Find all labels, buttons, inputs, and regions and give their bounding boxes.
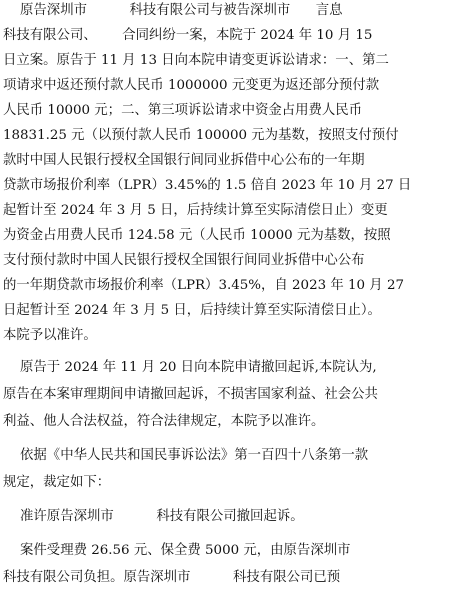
ruling-text-line: 科技有限公司、 合同纠纷一案，本院于 2024 年 10 月 15 (3, 28, 373, 43)
ruling-text-line: 为资金占用费人民币 124.58 元（人民币 10000 元为基数，按照 (3, 228, 391, 243)
ruling-text-line: 本院予以准许。 (3, 328, 97, 343)
ruling-text-line: 准许原告深圳市 科技有限公司撤回起诉。 (3, 509, 304, 524)
ruling-text-line: 款时中国人民银行授权全国银行间同业拆借中心公布的一年期 (3, 153, 365, 168)
ruling-text-line: 原告深圳市 科技有限公司与被告深圳市 言息 (3, 3, 343, 18)
ruling-text-line: 原告于 2024 年 11 月 20 日向本院申请撤回起诉,本院认为, (3, 360, 377, 375)
ruling-text-line: 依据《中华人民共和国民事诉讼法》第一百四十八条第一款 (3, 448, 369, 463)
ruling-text-line: 的一年期贷款市场报价利率（LPR）3.45%，自 2023 年 10 月 27 (3, 278, 404, 293)
ruling-text-line: 项请求中返还预付款人民币 1000000 元变更为返还部分预付款 (3, 78, 380, 93)
ruling-text-line: 规定，裁定如下： (3, 475, 111, 490)
ruling-text-line: 贷款市场报价利率（LPR）3.45%的 1.5 倍自 2023 年 10 月 27 日 (3, 178, 412, 193)
ruling-text-line: 18831.25 元（以预付款人民币 100000 元为基数，按照支付预付 (3, 128, 399, 143)
ruling-text-line: 日起暂计至 2024 年 3 月 5 日，后持续计算至实际清偿日止）。 (3, 303, 381, 318)
ruling-text-line: 案件受理费 26.56 元、保全费 5000 元，由原告深圳市 (3, 543, 351, 558)
ruling-text-line: 起暂计至 2024 年 3 月 5 日，后持续计算至实际清偿日止）变更 (3, 203, 388, 218)
ruling-text-line: 利益、他人合法权益，符合法律规定，本院予以准许。 (3, 414, 325, 429)
ruling-text-line: 原告在本案审理期间申请撤回起诉，不损害国家利益、社会公共 (3, 387, 378, 402)
ruling-text-line: 支付预付款时中国人民银行授权全国银行间同业拆借中心公布 (3, 253, 365, 268)
ruling-text-line: 科技有限公司负担。原告深圳市 科技有限公司已预 (3, 570, 341, 585)
ruling-text-line: 日立案。原告于 11 月 13 日向本院申请变更诉讼请求：一、第二 (3, 53, 389, 68)
ruling-text-line: 人民币 10000 元；二、第三项诉讼请求中资金占用费人民币 (3, 103, 363, 118)
